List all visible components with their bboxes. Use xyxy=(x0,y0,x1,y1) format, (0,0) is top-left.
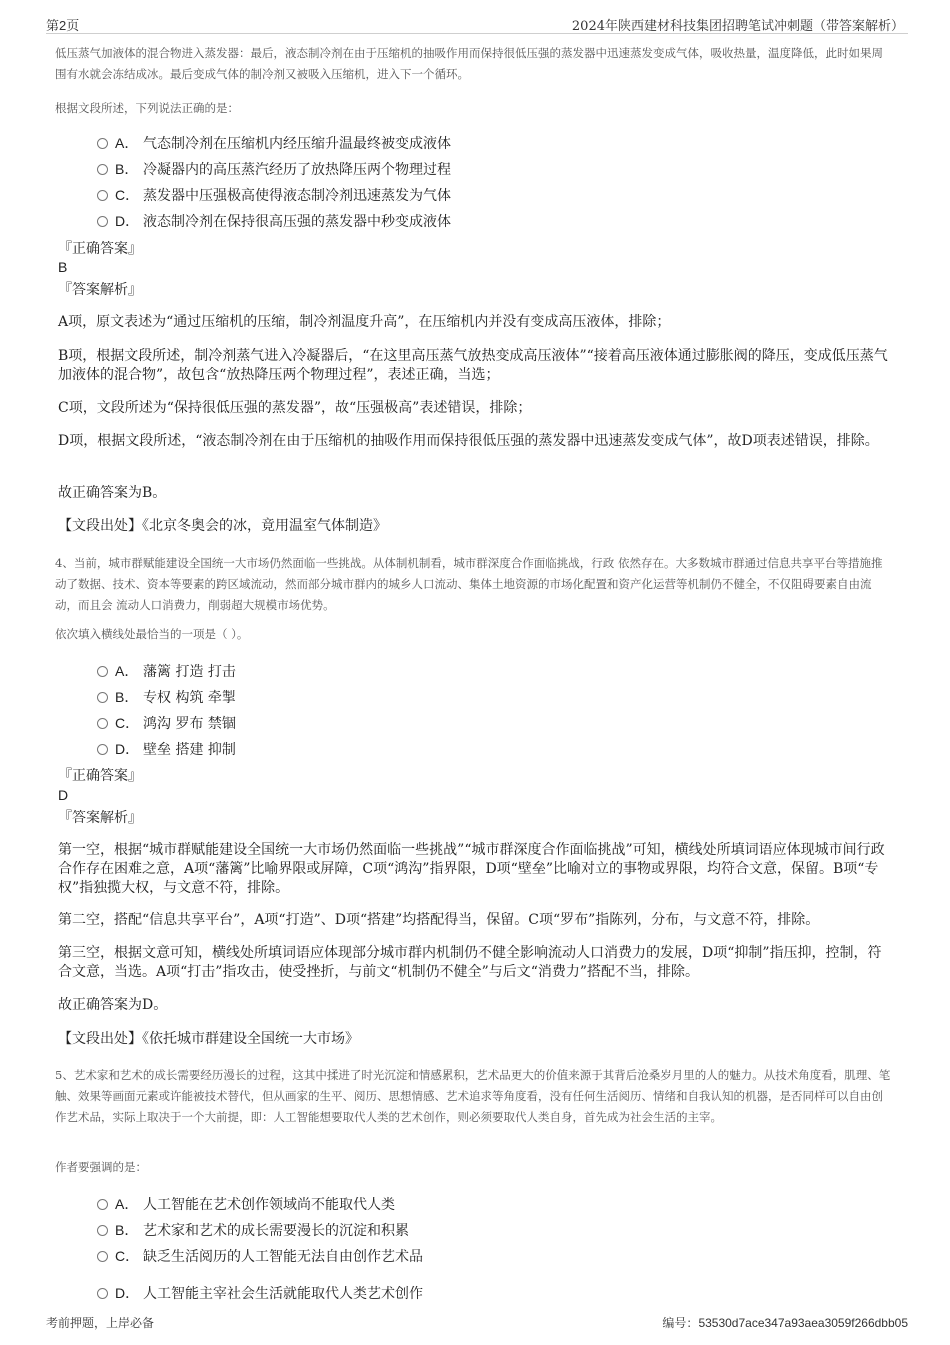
radio-icon[interactable] xyxy=(97,138,108,149)
option-key: C． xyxy=(115,1248,140,1264)
question-4-stem: 4、当前，城市群赋能建设全国统一大市场仍然面临一些挑战。从体制机制看，城市群深度合作面临挑战，行政 依然存在。大多数城市群通过信息共享平台等措施推动了数据、技术、资本等要素的跨区域流动，然而部分城市群内的城乡人口流动、集体土地资源的市场化配置和资产化运营等机制仍不健全，不仅阻碍要素自由流动，而且会 流动人口消费力，削弱超大规模市场优势。 xyxy=(55,556,883,612)
radio-icon[interactable] xyxy=(97,692,108,703)
analysis-paragraph: C项，文段所述为“保持很低压强的蒸发器”，故“压强极高”表述错误，排除； xyxy=(58,400,532,416)
option-d[interactable] xyxy=(97,738,236,760)
correct-answer-label: 『正确答案』 xyxy=(58,768,142,784)
option-b[interactable] xyxy=(97,158,451,180)
radio-icon[interactable] xyxy=(97,718,108,729)
analysis-label: 『答案解析』 xyxy=(58,282,142,298)
source-citation: 【文段出处】《北京冬奥会的冰，竟用温室气体制造》 xyxy=(58,518,387,534)
question-5-stem: 5、艺术家和艺术的成长需要经历漫长的过程，这其中揉进了时光沉淀和情感累积，艺术品更大的价值来源于其背后沧桑岁月里的人的魅力。从技术角度看，肌理、笔触、效果等画面元素或许能被技术替代，但从画家的生平、阅历、思想情感、艺术追求等角度看，没有任何生活阅历、情绪和自我认知的机器，是否同样可以自由创作艺术品，实际上取决于一个大前提，即：人工智能想要取代人类的艺术创作，则必须要取代人类自身，首先成为社会生活的主宰。 xyxy=(55,1068,891,1124)
analysis-paragraph: A项，原文表述为“通过压缩机的压缩，制冷剂温度升高”，在压缩机内并没有变成高压液体，排除； xyxy=(58,314,671,330)
option-c[interactable] xyxy=(97,712,236,734)
option-text: 人工智能主宰社会生活就能取代人类艺术创作 xyxy=(143,1286,423,1302)
question-prompt: 作者要强调的是： xyxy=(55,1160,147,1174)
correct-answer: D xyxy=(58,787,69,803)
option-d[interactable] xyxy=(97,1282,423,1304)
option-key: B． xyxy=(115,1222,139,1238)
radio-icon[interactable] xyxy=(97,1288,108,1299)
analysis-paragraph: 第一空，根据“城市群赋能建设全国统一大市场仍然面临一些挑战”“城市群深度合作面临挑战”可知，横线处所填词语应体现城市间行政合作存在困难之意，A项“藩篱”比喻界限或屏障，C项“鸿沟”指界限，D项“壁垒”比喻对立的事物或界限，均符合文意，保留。B项“专权”指独揽大权，与文意不符，排除。 xyxy=(58,842,885,896)
analysis-paragraph: D项，根据文段所述，“液态制冷剂在由于压缩机的抽吸作用而保持很低压强的蒸发器中迅速蒸发变成气体”，故D项表述错误，排除。 xyxy=(58,433,879,449)
code-label: 编号： xyxy=(662,1316,699,1330)
option-text: 艺术家和艺术的成长需要漫长的沉淀和积累 xyxy=(143,1223,409,1239)
option-d[interactable] xyxy=(97,210,451,232)
option-key: B． xyxy=(115,689,139,705)
radio-icon[interactable] xyxy=(97,1199,108,1210)
option-text: 蒸发器中压强极高使得液态制冷剂迅速蒸发为气体 xyxy=(143,188,451,204)
option-text: 专权 构筑 牵掣 xyxy=(143,690,236,706)
option-key: D． xyxy=(115,1285,140,1301)
radio-icon[interactable] xyxy=(97,1251,108,1262)
option-c[interactable] xyxy=(97,184,451,206)
passage-continuation: 低压蒸气加液体的混合物进入蒸发器：最后，液态制冷剂在由于压缩机的抽吸作用而保持很低压强的蒸发器中迅速蒸发变成气体，吸收热量，温度降低，此时如果周围有水就会冻结成冰。最后变成气体的制冷剂又被吸入压缩机，进入下一个循环。 xyxy=(55,46,883,81)
correct-answer-label: 『正确答案』 xyxy=(58,241,142,257)
radio-icon[interactable] xyxy=(97,666,108,677)
page-header xyxy=(46,14,908,34)
page-footer xyxy=(46,1312,908,1332)
radio-icon[interactable] xyxy=(97,1225,108,1236)
footer-slogan: 考前押题，上岸必备 xyxy=(46,1316,155,1330)
option-key: A． xyxy=(115,135,139,151)
radio-icon[interactable] xyxy=(97,216,108,227)
option-text: 缺乏生活阅历的人工智能无法自由创作艺术品 xyxy=(143,1249,423,1265)
question-prompt: 根据文段所述，下列说法正确的是： xyxy=(55,101,239,115)
option-key: A． xyxy=(115,663,139,679)
option-text: 人工智能在艺术创作领域尚不能取代人类 xyxy=(143,1197,395,1213)
analysis-paragraph: 第二空，搭配“信息共享平台”，A项“打造”、D项“搭建”均搭配得当，保留。C项“罗布”指陈列，分布，与文意不符，排除。 xyxy=(58,912,820,928)
correct-answer: B xyxy=(58,259,68,275)
code-value: 53530d7ace347a93aea3059f266dbb05 xyxy=(698,1316,908,1330)
question-prompt: 依次填入横线处最恰当的一项是（ ）。 xyxy=(55,627,249,641)
option-text: 藩篱 打造 打击 xyxy=(143,664,236,680)
option-a[interactable] xyxy=(97,1193,395,1215)
option-key: C． xyxy=(115,187,140,203)
analysis-paragraph: 第三空，根据文意可知，横线处所填词语应体现部分城市群内机制仍不健全影响流动人口消费力的发展，D项“抑制”指压抑，控制，符合文意，当选。A项“打击”指攻击，使受挫折，与前文“机制仍不健全”与后文“消费力”搭配不当，排除。 xyxy=(58,945,882,980)
option-b[interactable] xyxy=(97,1219,409,1241)
option-text: 液态制冷剂在保持很高压强的蒸发器中秒变成液体 xyxy=(143,214,451,230)
analysis-label: 『答案解析』 xyxy=(58,810,142,826)
radio-icon[interactable] xyxy=(97,744,108,755)
option-key: B． xyxy=(115,161,139,177)
radio-icon[interactable] xyxy=(97,190,108,201)
radio-icon[interactable] xyxy=(97,164,108,175)
option-text: 壁垒 搭建 抑制 xyxy=(143,742,236,758)
option-a[interactable] xyxy=(97,132,451,154)
source-citation: 【文段出处】《依托城市群建设全国统一大市场》 xyxy=(58,1031,359,1047)
document-code xyxy=(662,1314,908,1331)
option-text: 鸿沟 罗布 禁锢 xyxy=(143,716,236,732)
analysis-conclusion: 故正确答案为D。 xyxy=(58,997,168,1013)
document-title: 2024年陕西建材科技集团招聘笔试冲刺题（带答案解析） xyxy=(571,19,904,34)
option-text: 气态制冷剂在压缩机内经压缩升温最终被变成液体 xyxy=(143,136,451,152)
option-a[interactable] xyxy=(97,660,236,682)
option-c[interactable] xyxy=(97,1245,423,1267)
option-key: A． xyxy=(115,1196,139,1212)
option-text: 冷凝器内的高压蒸汽经历了放热降压两个物理过程 xyxy=(143,162,451,178)
option-key: D． xyxy=(115,741,140,757)
analysis-conclusion: 故正确答案为B。 xyxy=(58,485,167,501)
option-b[interactable] xyxy=(97,686,236,708)
page-number: 第2页 xyxy=(46,18,80,33)
option-key: C． xyxy=(115,715,140,731)
option-key: D． xyxy=(115,213,140,229)
analysis-paragraph: B项，根据文段所述，制冷剂蒸气进入冷凝器后，“在这里高压蒸气放热变成高压液体”“接着高压液体通过膨胀阀的降压，变成低压蒸气加液体的混合物”，故包含“放热降压两个物理过程”，表述正确，当选； xyxy=(58,348,888,383)
